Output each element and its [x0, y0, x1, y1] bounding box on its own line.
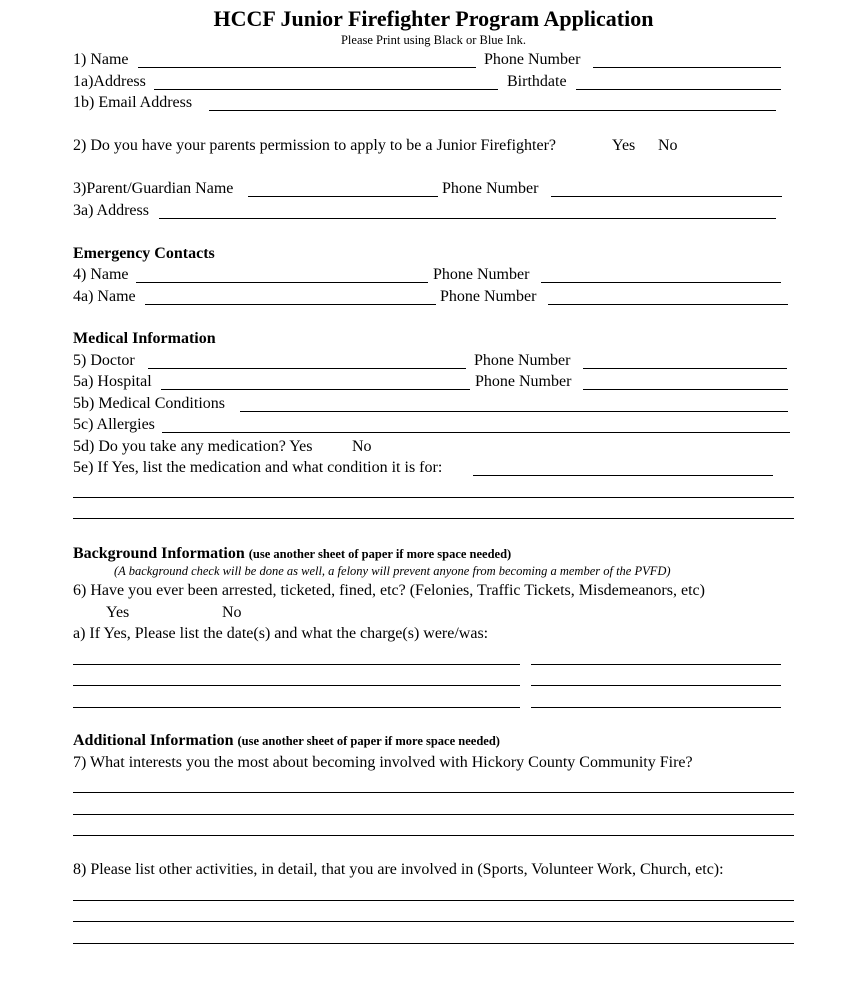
charges-line-2b[interactable] — [531, 685, 781, 686]
additional-heading-row — [73, 732, 500, 750]
background-heading-row — [73, 545, 511, 563]
email-label: 1b) Email Address — [73, 94, 193, 111]
birthdate-field[interactable] — [576, 89, 781, 90]
emergency-heading: Emergency Contacts — [73, 245, 215, 262]
interest-line-2[interactable] — [73, 814, 794, 815]
medication-no[interactable]: No — [352, 438, 372, 455]
permission-no[interactable]: No — [658, 137, 678, 154]
name-field[interactable] — [138, 67, 476, 68]
conditions-label: 5b) Medical Conditions — [73, 395, 225, 412]
emergency-phone2-label: Phone Number — [440, 288, 537, 305]
doctor-label: 5) Doctor — [73, 352, 135, 369]
background-italic-note: (A background check will be done as well, a felony will prevent anyone from becoming a member of the PVFD) — [114, 564, 671, 578]
interest-line-3[interactable] — [73, 835, 794, 836]
medication-question: 5d) Do you take any medication? Yes — [73, 438, 313, 455]
email-field[interactable] — [209, 110, 776, 111]
hospital-phone-label: Phone Number — [475, 373, 572, 390]
address-field[interactable] — [154, 89, 498, 90]
medication-line-2[interactable] — [73, 518, 794, 519]
doctor-phone-field[interactable] — [583, 368, 787, 369]
activities-line-2[interactable] — [73, 921, 794, 922]
emergency-phone1-label: Phone Number — [433, 266, 530, 283]
charges-line-3b[interactable] — [531, 707, 781, 708]
charges-line-2a[interactable] — [73, 685, 520, 686]
charges-line-1a[interactable] — [73, 664, 520, 665]
charges-line-3a[interactable] — [73, 707, 520, 708]
arrest-question: 6) Have you ever been arrested, ticketed, fined, etc? (Felonies, Traffic Tickets, Misdemeanors, etc) — [73, 582, 705, 599]
address-label: 1a)Address — [73, 73, 146, 90]
emergency-name2-field[interactable] — [145, 304, 436, 305]
birthdate-label: Birthdate — [507, 73, 567, 90]
charges-question: a) If Yes, Please list the date(s) and what the charge(s) were/was: — [73, 625, 489, 642]
background-note: (use another sheet of paper if more space needed) — [248, 547, 512, 561]
emergency-name2-label: 4a) Name — [73, 288, 136, 305]
permission-question: 2) Do you have your parents permission to apply to be a Junior Firefighter? — [73, 137, 556, 154]
emergency-phone1-field[interactable] — [541, 282, 781, 283]
activities-question: 8) Please list other activities, in detail, that you are involved in (Sports, Volunteer Work, Church, etc): — [73, 861, 724, 878]
parent-phone-field[interactable] — [551, 196, 782, 197]
arrest-no[interactable]: No — [222, 604, 242, 621]
parent-field[interactable] — [248, 196, 438, 197]
form-subtitle: Please Print using Black or Blue Ink. — [340, 33, 527, 47]
parent-label: 3)Parent/Guardian Name — [73, 180, 234, 197]
hospital-field[interactable] — [161, 389, 470, 390]
activities-line-3[interactable] — [73, 943, 794, 944]
emergency-phone2-field[interactable] — [548, 304, 788, 305]
allergies-field[interactable] — [162, 432, 790, 433]
form-title: HCCF Junior Firefighter Program Application — [213, 6, 654, 31]
medication-line-1[interactable] — [73, 497, 794, 498]
arrest-yes[interactable]: Yes — [106, 604, 130, 621]
additional-note: (use another sheet of paper if more space needed) — [237, 734, 500, 748]
hospital-phone-field[interactable] — [583, 389, 788, 390]
phone-label: Phone Number — [484, 51, 581, 68]
permission-yes[interactable]: Yes — [612, 137, 636, 154]
interest-line-1[interactable] — [73, 792, 794, 793]
charges-line-1b[interactable] — [531, 664, 781, 665]
allergies-label: 5c) Allergies — [73, 416, 155, 433]
emergency-name1-field[interactable] — [136, 282, 428, 283]
parent-phone-label: Phone Number — [442, 180, 539, 197]
doctor-field[interactable] — [148, 368, 466, 369]
parent-address-field[interactable] — [159, 218, 776, 219]
medication-list-field[interactable] — [473, 475, 773, 476]
emergency-name1-label: 4) Name — [73, 266, 129, 283]
medical-heading: Medical Information — [73, 330, 216, 347]
name-label: 1) Name — [73, 51, 129, 68]
conditions-field[interactable] — [240, 411, 788, 412]
phone-field[interactable] — [593, 67, 781, 68]
doctor-phone-label: Phone Number — [474, 352, 571, 369]
parent-address-label: 3a) Address — [73, 202, 149, 219]
medication-list-label: 5e) If Yes, list the medication and what condition it is for: — [73, 459, 443, 476]
activities-line-1[interactable] — [73, 900, 794, 901]
additional-heading: Additional Information — [73, 732, 234, 749]
background-heading: Background Information — [73, 545, 245, 562]
interest-question: 7) What interests you the most about becoming involved with Hickory County Community Fire? — [73, 754, 693, 771]
hospital-label: 5a) Hospital — [73, 373, 152, 390]
